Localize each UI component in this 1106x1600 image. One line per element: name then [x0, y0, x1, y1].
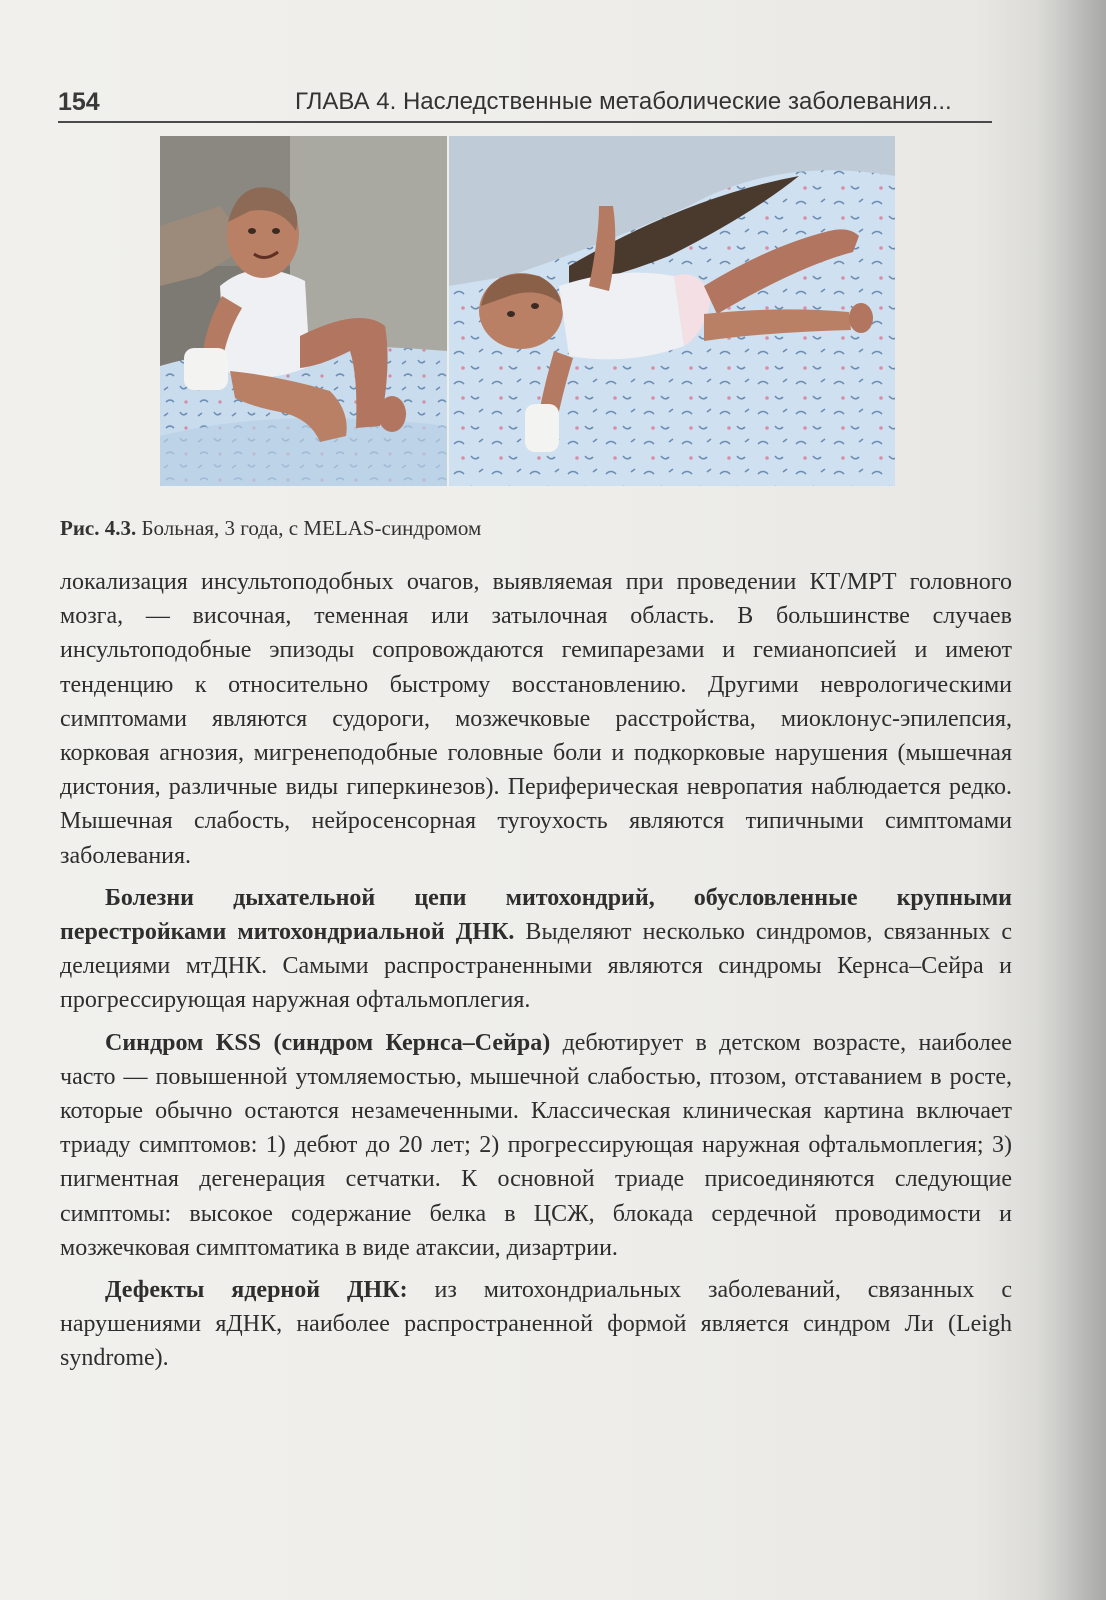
- sitting-girl-photo: [160, 136, 447, 486]
- paragraph-nuclear-dna: [60, 1273, 1012, 1376]
- paragraph-4-lead: Дефекты ядерной ДНК:: [105, 1277, 408, 1304]
- paragraph-4-text: из митохондриальных заболеваний, связанных с нарушениями яДНК, наиболее распространенной формой является синдром Ли (Leigh syndrome).: [60, 1277, 1012, 1372]
- page-number: 154: [58, 88, 100, 116]
- paragraph-melas: локализация инсультоподобных очагов, выявляемая при проведении КТ/МРТ головного мозга, — височная, теменная или затылочная область. В большинстве случаев инсультоподобные эпизоды сопровождаются гемипарезами и гемианопсией и имеют тенденцию к относительно быстрому восстановлению. Другими неврологическими симптомами являются судороги, мозжечковые расстройства, миоклонус-эпилепсия, корковая агнозия, мигренеподобные головные боли и подкорковые нарушения (мышечная дистония, различные виды гиперкинезов). Периферическая невропатия наблюдается редко. Мышечная слабость, нейросенсорная тугоухость являются типичными симптомами заболевания.: [60, 569, 1012, 869]
- paragraph-2-lead: Болезни дыхательной цепи митохондрий, обусловленные крупными перестройками митохондриальной ДНК.: [60, 884, 1012, 946]
- figure-photo-right: [449, 136, 895, 486]
- paragraph-3-text: дебютирует в детском возрасте, наиболее часто — повышенной утомляемостью, мышечной слабостью, птозом, отставанием в росте, которые обычно остаются незамеченными. Классическая клиническая картина включает триаду симптомов: 1) дебют до 20 лет; 2) прогрессирующая наружная офтальмоплегия; 3) пигментная дегенерация сетчатки. К основной триаде присоединяются следующие симптомы: высокое содержание белка в ЦСЖ, блокада сердечной проводимости и мозжечковая симптоматика в виде атаксии, дизартрии.: [60, 1029, 1012, 1261]
- body-text: [60, 565, 1012, 1376]
- paragraph-large-rearrangements: [60, 881, 1012, 1018]
- paragraph-kss: [60, 1026, 1012, 1265]
- paragraph-2-text: Выделяют несколько синдромов, связанных с делециями мтДНК. Самыми распространенными являются синдромы Кернса–Сейра и прогрессирующая наружная офтальмоплегия.: [60, 919, 1012, 1014]
- figure-label: Рис. 4.3.: [60, 516, 137, 540]
- paragraph-3-lead: Синдром KSS (синдром Кернса–Сейра): [105, 1029, 551, 1056]
- lying-girl-photo: [449, 136, 895, 486]
- figure-caption-text: Больная, 3 года, с MELAS-синдромом: [141, 516, 482, 540]
- page-edge-shadow: [1036, 0, 1106, 1600]
- figure-caption: [60, 516, 481, 541]
- figure-photo-left: [160, 136, 447, 486]
- header-rule: [58, 121, 992, 123]
- running-head: ГЛАВА 4. Наследственные метаболические заболевания...: [295, 88, 952, 115]
